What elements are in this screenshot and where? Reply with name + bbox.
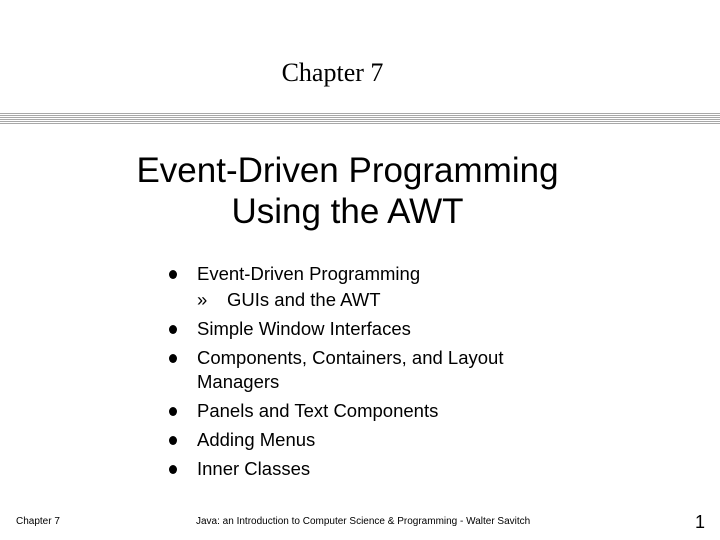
bullet-text: Adding Menus — [197, 429, 316, 450]
sub-bullet-item — [168, 288, 588, 312]
bullet-text: Components, Containers, and Layout Managers — [197, 347, 504, 392]
bullet-item — [168, 428, 588, 452]
bullet-item — [168, 317, 588, 341]
bullet-item — [168, 262, 588, 286]
bullet-dot-icon — [169, 407, 177, 416]
bullet-text: Simple Window Interfaces — [197, 318, 411, 339]
slide-title-line-1: Event-Driven Programming — [136, 151, 559, 190]
header-rule — [0, 113, 720, 125]
bullet-text: Panels and Text Components — [197, 400, 439, 421]
page-number: 1 — [695, 512, 706, 532]
bullet-item — [168, 457, 588, 481]
bullet-text: Event-Driven Programming — [197, 263, 421, 284]
bullet-dot-icon — [169, 325, 177, 334]
bullet-item — [168, 399, 588, 423]
footer-chapter: Chapter 7 — [16, 516, 60, 527]
slide-title-line-2: Using the AWT — [231, 192, 464, 231]
slide-title — [0, 150, 695, 232]
chapter-heading: Chapter 7 — [281, 58, 384, 87]
bullet-dot-icon — [169, 354, 177, 363]
bullet-dot-icon — [169, 465, 177, 474]
sub-bullet-text: GUIs and the AWT — [227, 289, 381, 310]
footer-credit: Java: an Introduction to Computer Science & Programming - Walter Savitch — [196, 516, 531, 527]
chevron-marker-icon: » — [197, 289, 208, 310]
bullet-dot-icon — [169, 270, 177, 279]
bullet-item — [168, 346, 588, 394]
bullet-list — [168, 262, 588, 486]
bullet-text: Inner Classes — [197, 458, 311, 479]
bullet-dot-icon — [169, 436, 177, 445]
